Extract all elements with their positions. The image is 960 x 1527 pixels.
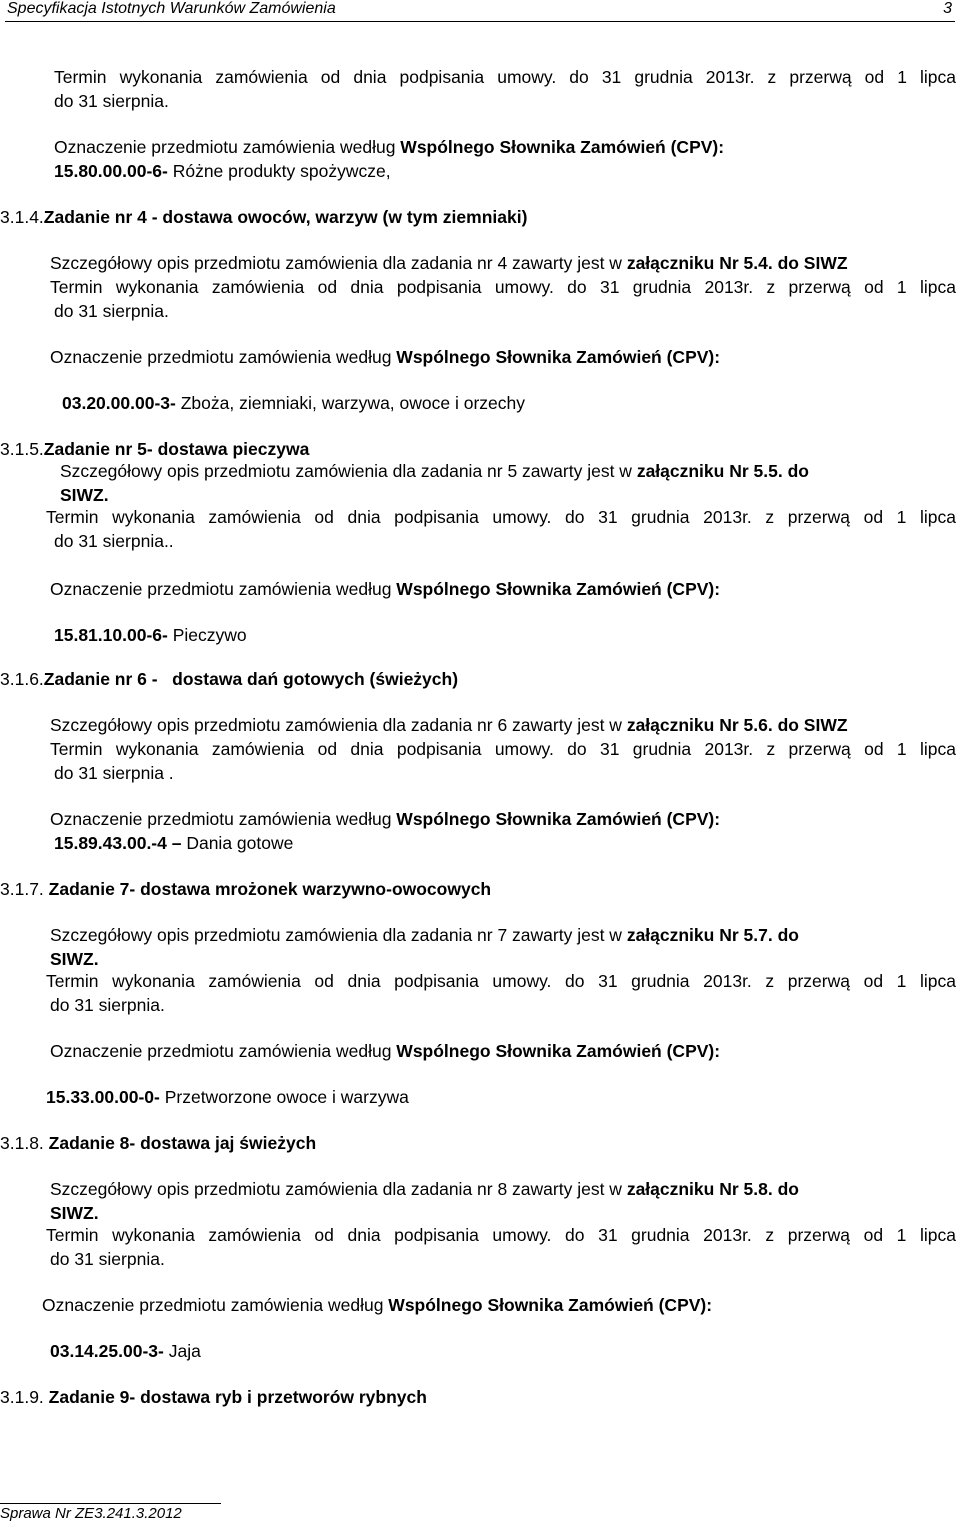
task-6-cpv-code: 15.89.43.00.-4 – Dania gotowe	[54, 833, 294, 853]
page-number: 3	[943, 0, 952, 17]
task-6-cpv-heading: Oznaczenie przedmiotu zamówienia według Wspólnego Słownika Zamówień (CPV):	[50, 809, 721, 829]
task-5-termin-line-2: do 31 sierpnia..	[54, 531, 174, 551]
task-4-opis: Szczegółowy opis przedmiotu zamówienia dla zadania nr 4 zawarty jest w załączniku Nr 5.4. do SIWZ	[50, 253, 848, 273]
task-6-opis: Szczegółowy opis przedmiotu zamówienia dla zadania nr 6 zawarty jest w załączniku Nr 5.6. do SIWZ	[50, 715, 848, 735]
task-4-heading: 3.1.4.Zadanie nr 4 - dostawa owoców, warzyw (w tym ziemniaki)	[0, 207, 528, 227]
task-8-termin-line-2: do 31 sierpnia.	[50, 1249, 165, 1269]
header-divider	[5, 21, 955, 22]
task-6-termin-line-1: Termin wykonania zamówienia od dnia podpisania umowy. do 31 grudnia 2013r. z przerwą od 1 lipca	[50, 739, 956, 759]
intro-termin-line-2: do 31 sierpnia.	[54, 91, 169, 111]
task-8-cpv-code: 03.14.25.00-3- Jaja	[50, 1341, 201, 1361]
intro-cpv-code: 15.80.00.00-6- Różne produkty spożywcze,	[54, 161, 391, 181]
task-5-opis: Szczegółowy opis przedmiotu zamówienia dla zadania nr 5 zawarty jest w załączniku Nr 5.5. do	[60, 461, 809, 481]
task-5-opis-cont: SIWZ.	[60, 485, 109, 505]
task-4-cpv-code: 03.20.00.00-3- Zboża, ziemniaki, warzywa, owoce i orzechy	[62, 393, 525, 413]
intro-termin-line-1: Termin wykonania zamówienia od dnia podpisania umowy. do 31 grudnia 2013r. z przerwą od 1 lipca	[54, 67, 956, 87]
task-8-opis: Szczegółowy opis przedmiotu zamówienia dla zadania nr 8 zawarty jest w załączniku Nr 5.8. do	[50, 1179, 799, 1199]
task-9-heading: 3.1.9. Zadanie 9- dostawa ryb i przetworów rybnych	[0, 1387, 427, 1407]
task-4-termin-line-2: do 31 sierpnia.	[54, 301, 169, 321]
task-4-cpv-heading: Oznaczenie przedmiotu zamówienia według Wspólnego Słownika Zamówień (CPV):	[50, 347, 721, 367]
task-5-heading: 3.1.5.Zadanie nr 5- dostawa pieczywa	[0, 439, 310, 459]
task-7-heading: 3.1.7. Zadanie 7- dostawa mrożonek warzywno-owocowych	[0, 879, 492, 899]
footer-divider	[0, 1503, 221, 1504]
task-7-opis: Szczegółowy opis przedmiotu zamówienia dla zadania nr 7 zawarty jest w załączniku Nr 5.7. do	[50, 925, 799, 945]
task-6-termin-line-2: do 31 sierpnia .	[54, 763, 174, 783]
task-5-termin-line-1: Termin wykonania zamówienia od dnia podpisania umowy. do 31 grudnia 2013r. z przerwą od 1 lipca	[46, 507, 956, 527]
task-5-cpv-code: 15.81.10.00-6- Pieczywo	[54, 625, 247, 645]
task-7-cpv-code: 15.33.00.00-0- Przetworzone owoce i warzywa	[46, 1087, 409, 1107]
task-7-termin-line-2: do 31 sierpnia.	[50, 995, 165, 1015]
task-7-opis-cont: SIWZ.	[50, 949, 99, 969]
task-8-heading: 3.1.8. Zadanie 8- dostawa jaj świeżych	[0, 1133, 317, 1153]
task-8-cpv-heading: Oznaczenie przedmiotu zamówienia według Wspólnego Słownika Zamówień (CPV):	[42, 1295, 713, 1315]
task-7-termin-line-1: Termin wykonania zamówienia od dnia podpisania umowy. do 31 grudnia 2013r. z przerwą od 1 lipca	[46, 971, 956, 991]
intro-cpv-heading: Oznaczenie przedmiotu zamówienia według Wspólnego Słownika Zamówień (CPV):	[54, 137, 725, 157]
task-8-opis-cont: SIWZ.	[50, 1203, 99, 1223]
task-7-cpv-heading: Oznaczenie przedmiotu zamówienia według Wspólnego Słownika Zamówień (CPV):	[50, 1041, 721, 1061]
footer-case-number: Sprawa Nr ZE3.241.3.2012	[0, 1505, 182, 1522]
task-4-termin-line-1: Termin wykonania zamówienia od dnia podpisania umowy. do 31 grudnia 2013r. z przerwą od 1 lipca	[50, 277, 956, 297]
page-header-title: Specyfikacja Istotnych Warunków Zamówienia	[7, 0, 336, 17]
task-8-termin-line-1: Termin wykonania zamówienia od dnia podpisania umowy. do 31 grudnia 2013r. z przerwą od 1 lipca	[46, 1225, 956, 1245]
task-6-heading: 3.1.6.Zadanie nr 6 - dostawa dań gotowych (świeżych)	[0, 669, 459, 689]
task-5-cpv-heading: Oznaczenie przedmiotu zamówienia według Wspólnego Słownika Zamówień (CPV):	[50, 579, 721, 599]
